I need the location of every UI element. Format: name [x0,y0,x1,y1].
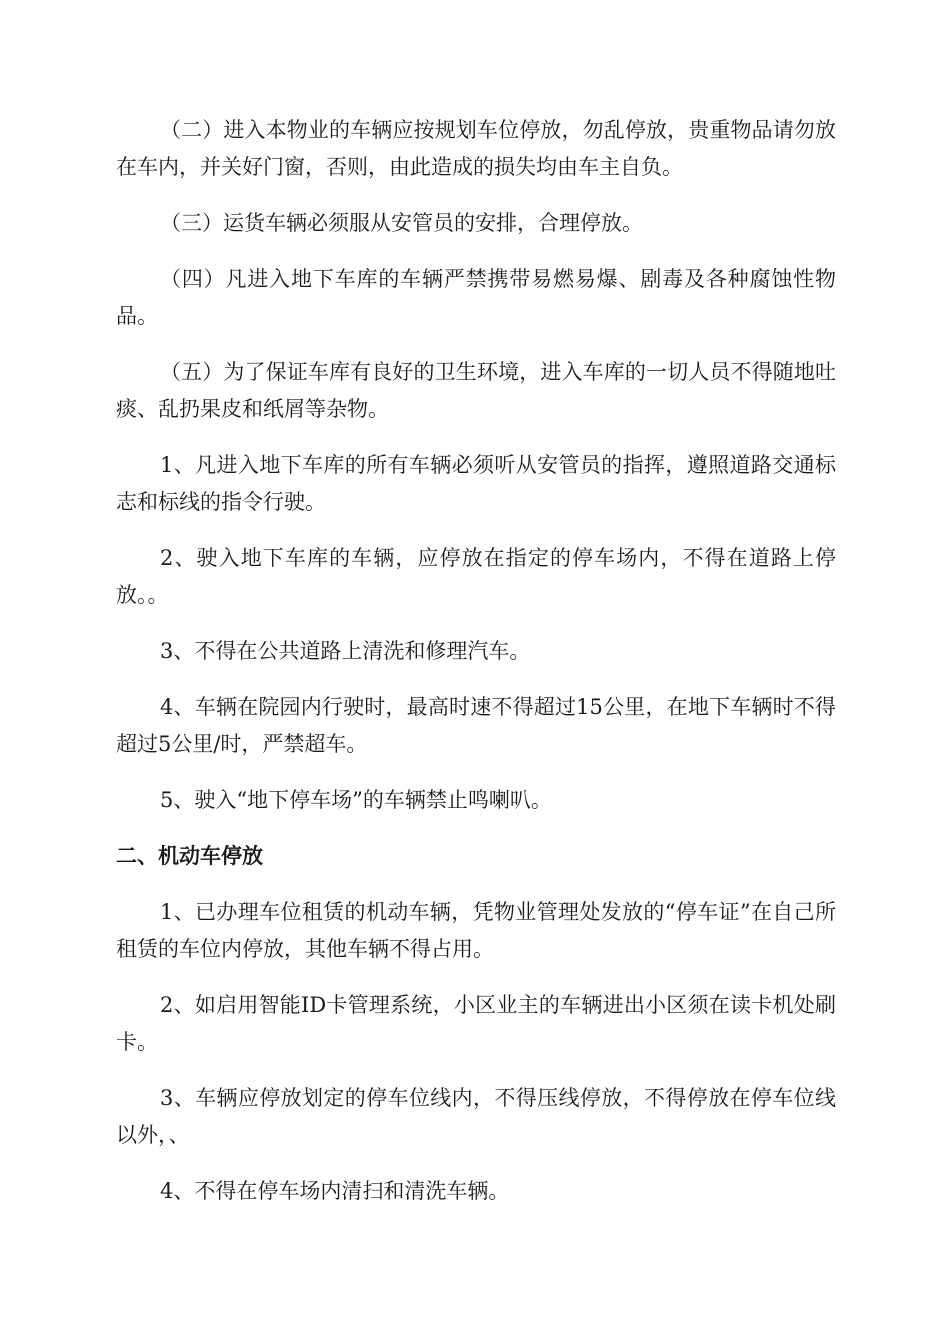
section-heading-motor-vehicle-parking: 二、机动车停放 [116,844,263,868]
paragraph-item-4: 4、车辆在院园内行驶时，最高时速不得超过15公里，在地下车辆时不得超过5公里/时，严禁超车。 [116,695,836,756]
paragraph-item-5: 5、驶入“地下停车场”的车辆禁止鸣喇叭。 [160,788,552,812]
paragraph-rule-4: （四）凡进入地下车库的车辆严禁携带易燃易爆、剧毒及各种腐蚀性物品。 [116,267,836,328]
paragraph-parking-4: 4、不得在停车场内清扫和清洗车辆。 [160,1179,510,1203]
paragraph-rule-3: （三）运货车辆必须服从安管员的安排，合理停放。 [160,211,643,235]
paragraph-parking-2: 2、如启用智能ID卡管理系统，小区业主的车辆进出小区须在读卡机处刷卡。 [116,993,836,1054]
paragraph-item-2: 2、驶入地下车库的车辆，应停放在指定的停车场内，不得在道路上停放。。 [116,546,836,607]
paragraph-rule-5: （五）为了保证车库有良好的卫生环境，进入车库的一切人员不得随地吐痰、乱扔果皮和纸屑等杂物。 [116,360,836,421]
paragraph-rule-2: （二）进入本物业的车辆应按规划车位停放，勿乱停放，贵重物品请勿放在车内，并关好门窗，否则，由此造成的损失均由车主自负。 [116,118,836,179]
paragraph-parking-1: 1、已办理车位租赁的机动车辆，凭物业管理处发放的“停车证”在自己所租赁的车位内停放，其他车辆不得占用。 [116,900,836,961]
document-body [116,112,836,1229]
paragraph-parking-3: 3、车辆应停放划定的停车位线内，不得压线停放，不得停放在停车位线以外，、 [116,1086,836,1147]
paragraph-item-3: 3、不得在公共道路上清洗和修理汽车。 [160,639,531,663]
paragraph-item-1: 1、凡进入地下车库的所有车辆必须听从安管员的指挥，遵照道路交通标志和标线的指令行驶。 [116,453,836,514]
